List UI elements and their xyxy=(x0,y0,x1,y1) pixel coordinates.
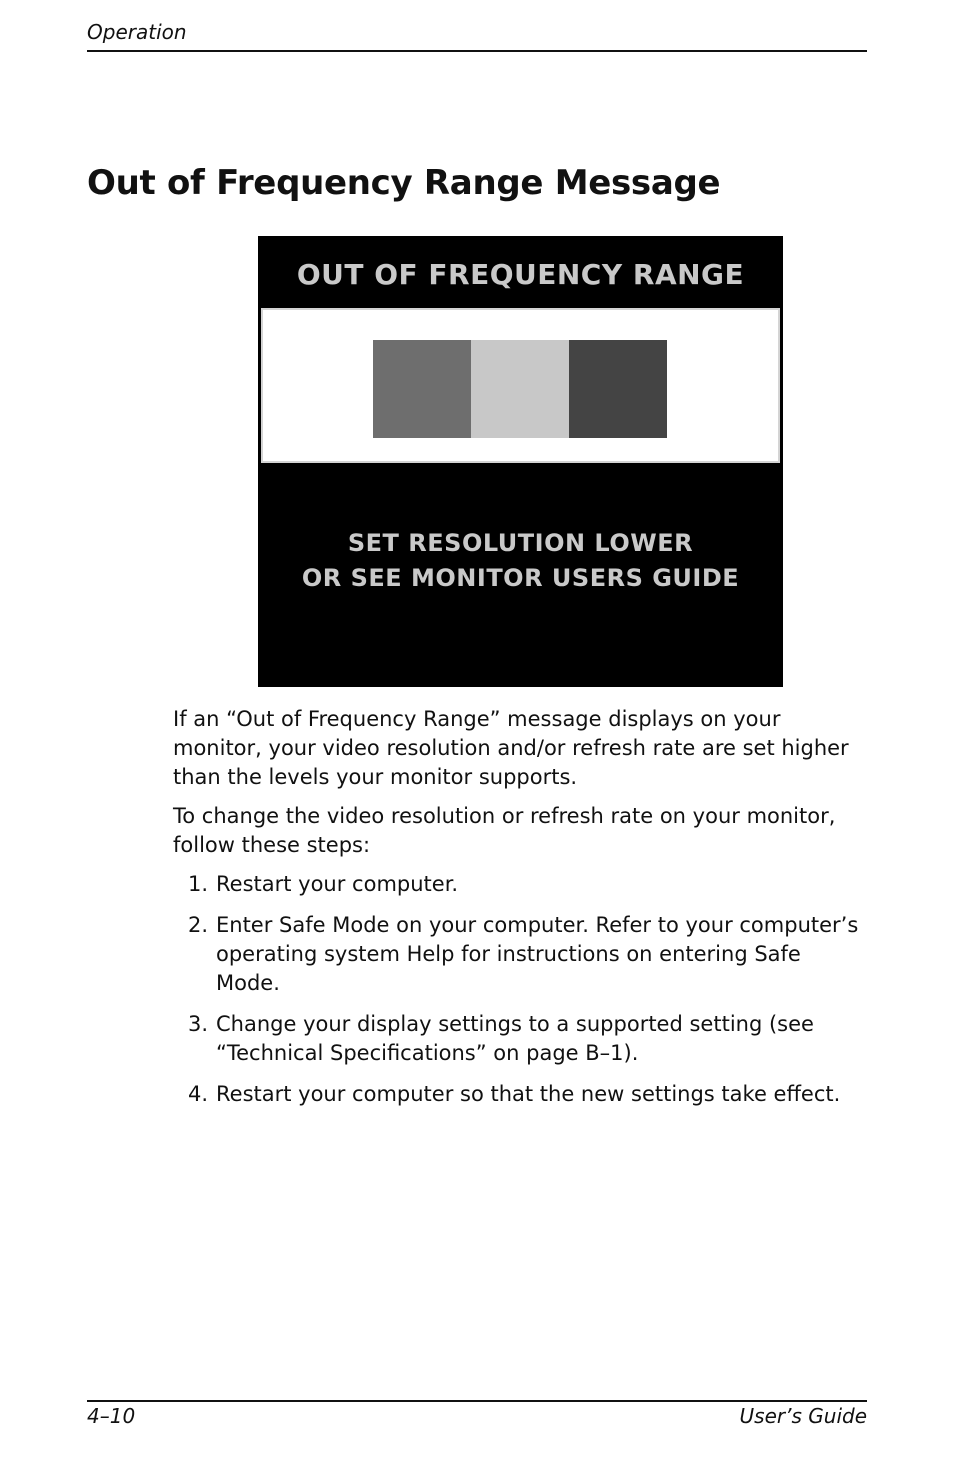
page-title: Out of Frequency Range Message xyxy=(87,163,721,203)
color-swatch-panel xyxy=(261,308,780,463)
book-title: User’s Guide xyxy=(739,1404,867,1428)
list-item xyxy=(173,911,863,998)
swatch-medium-gray xyxy=(373,340,471,438)
list-item xyxy=(173,1080,863,1109)
osd-message-line-2: OR SEE MONITOR USERS GUIDE xyxy=(301,564,740,592)
list-item xyxy=(173,1010,863,1068)
swatch-light-gray xyxy=(471,340,569,438)
page-number: 4–10 xyxy=(87,1404,136,1428)
list-item xyxy=(173,870,863,899)
step-number: 2. xyxy=(187,913,208,937)
step-text: Change your display settings to a supported setting (see “Technical Specifications” on page B–1). xyxy=(216,1012,814,1065)
osd-title: OUT OF FREQUENCY RANGE xyxy=(296,258,745,291)
step-number: 3. xyxy=(187,1012,208,1036)
step-text: Restart your computer so that the new settings take effect. xyxy=(216,1082,841,1106)
swatch-dark-gray xyxy=(569,340,667,438)
osd-message-line-1: SET RESOLUTION LOWER xyxy=(347,529,694,557)
osd-message xyxy=(258,526,783,596)
step-number: 1. xyxy=(187,872,208,896)
step-text: Restart your computer. xyxy=(216,872,459,896)
osd-message-figure xyxy=(258,236,783,687)
steps-intro-paragraph: To change the video resolution or refresh rate on your monitor, follow these steps: xyxy=(173,804,836,857)
steps-list xyxy=(173,870,863,1109)
step-text: Enter Safe Mode on your computer. Refer to your computer’s operating system Help for instructions on entering Safe Mode. xyxy=(216,913,859,995)
intro-paragraph: If an “Out of Frequency Range” message displays on your monitor, your video resolution and/or refresh rate are set higher than the levels your monitor supports. xyxy=(173,707,849,789)
footer-rule xyxy=(87,1400,867,1402)
body-copy xyxy=(173,705,863,1121)
step-number: 4. xyxy=(187,1082,208,1106)
header-rule xyxy=(87,50,867,52)
running-header: Operation xyxy=(87,20,187,44)
